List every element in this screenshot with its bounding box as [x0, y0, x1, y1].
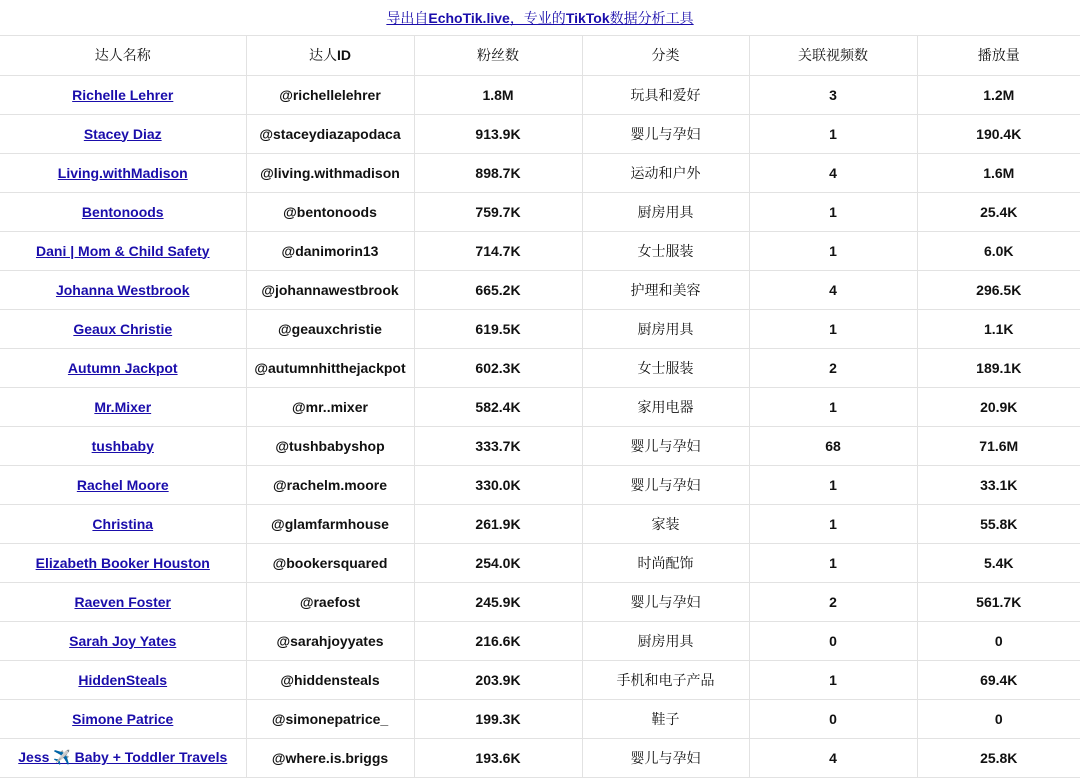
influencer-name-link[interactable]: Sarah Joy Yates	[69, 632, 177, 649]
follower-count-cell: 665.2K	[414, 270, 582, 309]
table-row	[0, 192, 1080, 231]
column-header-id-suffix: ID	[337, 47, 351, 64]
view-count-cell: 1.2M	[917, 75, 1080, 114]
influencer-name-link[interactable]: Geaux Christie	[73, 320, 173, 337]
influencer-name-cell	[0, 114, 246, 153]
video-count-cell: 1	[749, 504, 917, 543]
column-header-name: 达人名称	[0, 36, 246, 75]
table-row	[0, 387, 1080, 426]
banner-product: TikTok	[565, 9, 610, 26]
follower-count-cell: 216.6K	[414, 621, 582, 660]
category-cell: 鞋子	[582, 699, 749, 738]
influencer-handle-cell: @bentonoods	[246, 192, 414, 231]
view-count-cell: 55.8K	[917, 504, 1080, 543]
category-cell: 手机和电子产品	[582, 660, 749, 699]
column-header-views: 播放量	[917, 36, 1080, 75]
influencer-handle-cell: @sarahjoyyates	[246, 621, 414, 660]
influencer-name-link[interactable]: Stacey Diaz	[83, 125, 162, 142]
follower-count-cell: 759.7K	[414, 192, 582, 231]
category-cell: 厨房用具	[582, 621, 749, 660]
influencer-handle-cell: @hiddensteals	[246, 660, 414, 699]
video-count-cell: 0	[749, 699, 917, 738]
follower-count-cell: 913.9K	[414, 114, 582, 153]
influencer-name-cell	[0, 153, 246, 192]
view-count-cell: 0	[917, 621, 1080, 660]
video-count-cell: 68	[749, 426, 917, 465]
follower-count-cell: 714.7K	[414, 231, 582, 270]
view-count-cell: 1.1K	[917, 309, 1080, 348]
category-cell: 婴儿与孕妇	[582, 738, 749, 777]
influencer-name-link[interactable]: Mr.Mixer	[94, 398, 152, 415]
follower-count-cell: 619.5K	[414, 309, 582, 348]
influencer-name-link[interactable]: Autumn Jackpot	[67, 359, 178, 376]
influencer-handle-cell: @glamfarmhouse	[246, 504, 414, 543]
view-count-cell: 33.1K	[917, 465, 1080, 504]
follower-count-cell: 193.6K	[414, 738, 582, 777]
influencer-handle-cell: @raefost	[246, 582, 414, 621]
table-row	[0, 426, 1080, 465]
category-cell: 护理和美容	[582, 270, 749, 309]
influencer-name-cell	[0, 465, 246, 504]
influencer-name-link[interactable]: Johanna Westbrook	[55, 281, 190, 298]
influencer-handle-cell: @bookersquared	[246, 543, 414, 582]
table-row	[0, 348, 1080, 387]
follower-count-cell: 898.7K	[414, 153, 582, 192]
table-row	[0, 504, 1080, 543]
influencer-name-cell	[0, 309, 246, 348]
follower-count-cell: 203.9K	[414, 660, 582, 699]
influencer-name-cell	[0, 660, 246, 699]
follower-count-cell: 602.3K	[414, 348, 582, 387]
video-count-cell: 4	[749, 270, 917, 309]
table-row	[0, 621, 1080, 660]
influencer-name-cell	[0, 75, 246, 114]
view-count-cell: 1.6M	[917, 153, 1080, 192]
table-row	[0, 543, 1080, 582]
table-row	[0, 660, 1080, 699]
influencer-name-cell	[0, 738, 246, 777]
banner-suffix: 数据分析工具	[609, 10, 694, 27]
influencer-name-link[interactable]: Jess ✈️ Baby + Toddler Travels	[18, 749, 228, 765]
follower-count-cell: 199.3K	[414, 699, 582, 738]
influencer-name-link[interactable]: Rachel Moore	[76, 476, 169, 493]
influencer-name-cell	[0, 543, 246, 582]
table-row	[0, 270, 1080, 309]
view-count-cell: 69.4K	[917, 660, 1080, 699]
influencer-handle-cell: @where.is.briggs	[246, 738, 414, 777]
banner-brand: EchoTik.live	[428, 9, 510, 26]
influencer-name-cell	[0, 192, 246, 231]
influencer-name-link[interactable]: Bentonoods	[81, 203, 164, 220]
follower-count-cell: 582.4K	[414, 387, 582, 426]
influencer-name-cell	[0, 387, 246, 426]
influencer-handle-cell: @staceydiazapodaca	[246, 114, 414, 153]
influencer-handle-cell: @johannawestbrook	[246, 270, 414, 309]
video-count-cell: 1	[749, 660, 917, 699]
view-count-cell: 190.4K	[917, 114, 1080, 153]
influencer-name-cell	[0, 231, 246, 270]
view-count-cell: 25.8K	[917, 738, 1080, 777]
influencer-handle-cell: @rachelm.moore	[246, 465, 414, 504]
table-row	[0, 465, 1080, 504]
view-count-cell: 25.4K	[917, 192, 1080, 231]
influencer-name-link[interactable]: Dani | Mom & Child Safety	[36, 242, 210, 259]
video-count-cell: 4	[749, 738, 917, 777]
table-row	[0, 153, 1080, 192]
view-count-cell: 296.5K	[917, 270, 1080, 309]
influencer-name-link[interactable]: Richelle Lehrer	[72, 86, 174, 103]
table-row	[0, 75, 1080, 114]
video-count-cell: 4	[749, 153, 917, 192]
category-cell: 婴儿与孕妇	[582, 582, 749, 621]
influencer-name-cell	[0, 426, 246, 465]
table-row	[0, 114, 1080, 153]
video-count-cell: 1	[749, 309, 917, 348]
video-count-cell: 2	[749, 348, 917, 387]
column-header-followers: 粉丝数	[414, 36, 582, 75]
table-row	[0, 699, 1080, 738]
influencer-name-link[interactable]: Simone Patrice	[72, 710, 174, 727]
category-cell: 婴儿与孕妇	[582, 426, 749, 465]
category-cell: 运动和户外	[582, 153, 749, 192]
influencer-handle-cell: @simonepatrice_	[246, 699, 414, 738]
video-count-cell: 1	[749, 543, 917, 582]
category-cell: 家装	[582, 504, 749, 543]
influencer-handle-cell: @autumnhitthejackpot	[246, 348, 414, 387]
video-count-cell: 1	[749, 114, 917, 153]
export-banner	[0, 0, 1080, 36]
banner-middle: ，专业的	[509, 10, 566, 27]
follower-count-cell: 261.9K	[414, 504, 582, 543]
influencer-name-cell	[0, 270, 246, 309]
table-header-row	[0, 36, 1080, 75]
category-cell: 玩具和爱好	[582, 75, 749, 114]
influencer-handle-cell: @danimorin13	[246, 231, 414, 270]
video-count-cell: 1	[749, 231, 917, 270]
view-count-cell: 189.1K	[917, 348, 1080, 387]
influencer-name-link[interactable]: tushbaby	[91, 437, 154, 454]
category-cell: 女士服装	[582, 348, 749, 387]
view-count-cell: 5.4K	[917, 543, 1080, 582]
video-count-cell: 1	[749, 465, 917, 504]
table-row	[0, 231, 1080, 270]
category-cell: 婴儿与孕妇	[582, 465, 749, 504]
follower-count-cell: 245.9K	[414, 582, 582, 621]
follower-count-cell: 254.0K	[414, 543, 582, 582]
influencer-name-link[interactable]: HiddenSteals	[78, 671, 168, 688]
influencer-handle-cell: @living.withmadison	[246, 153, 414, 192]
follower-count-cell: 1.8M	[414, 75, 582, 114]
influencer-name-link[interactable]: Raeven Foster	[74, 593, 171, 610]
view-count-cell: 20.9K	[917, 387, 1080, 426]
influencer-handle-cell: @geauxchristie	[246, 309, 414, 348]
column-header-videos: 关联视频数	[749, 36, 917, 75]
influencer-name-link[interactable]: Living.withMadison	[57, 164, 188, 181]
video-count-cell: 2	[749, 582, 917, 621]
table-row	[0, 582, 1080, 621]
influencer-name-cell	[0, 348, 246, 387]
export-source-link[interactable]	[386, 8, 693, 28]
influencer-handle-cell: @richellelehrer	[246, 75, 414, 114]
video-count-cell: 1	[749, 192, 917, 231]
follower-count-cell: 333.7K	[414, 426, 582, 465]
column-header-id-prefix: 达人	[309, 48, 337, 65]
follower-count-cell: 330.0K	[414, 465, 582, 504]
video-count-cell: 1	[749, 387, 917, 426]
view-count-cell: 561.7K	[917, 582, 1080, 621]
influencer-name-link[interactable]: Elizabeth Booker Houston	[35, 554, 210, 571]
influencer-name-cell	[0, 699, 246, 738]
video-count-cell: 3	[749, 75, 917, 114]
category-cell: 厨房用具	[582, 192, 749, 231]
influencer-name-link[interactable]: Christina	[92, 515, 154, 532]
category-cell: 家用电器	[582, 387, 749, 426]
influencer-name-cell	[0, 582, 246, 621]
category-cell: 婴儿与孕妇	[582, 114, 749, 153]
category-cell: 时尚配饰	[582, 543, 749, 582]
influencer-name-cell	[0, 621, 246, 660]
table-row	[0, 309, 1080, 348]
view-count-cell: 0	[917, 699, 1080, 738]
influencer-handle-cell: @mr..mixer	[246, 387, 414, 426]
table-row	[0, 738, 1080, 777]
influencer-name-cell	[0, 504, 246, 543]
category-cell: 女士服装	[582, 231, 749, 270]
category-cell: 厨房用具	[582, 309, 749, 348]
banner-prefix: 导出自	[386, 10, 429, 27]
view-count-cell: 6.0K	[917, 231, 1080, 270]
column-header-id	[246, 36, 414, 75]
video-count-cell: 0	[749, 621, 917, 660]
influencer-handle-cell: @tushbabyshop	[246, 426, 414, 465]
column-header-category: 分类	[582, 36, 749, 75]
influencer-table	[0, 36, 1080, 778]
view-count-cell: 71.6M	[917, 426, 1080, 465]
